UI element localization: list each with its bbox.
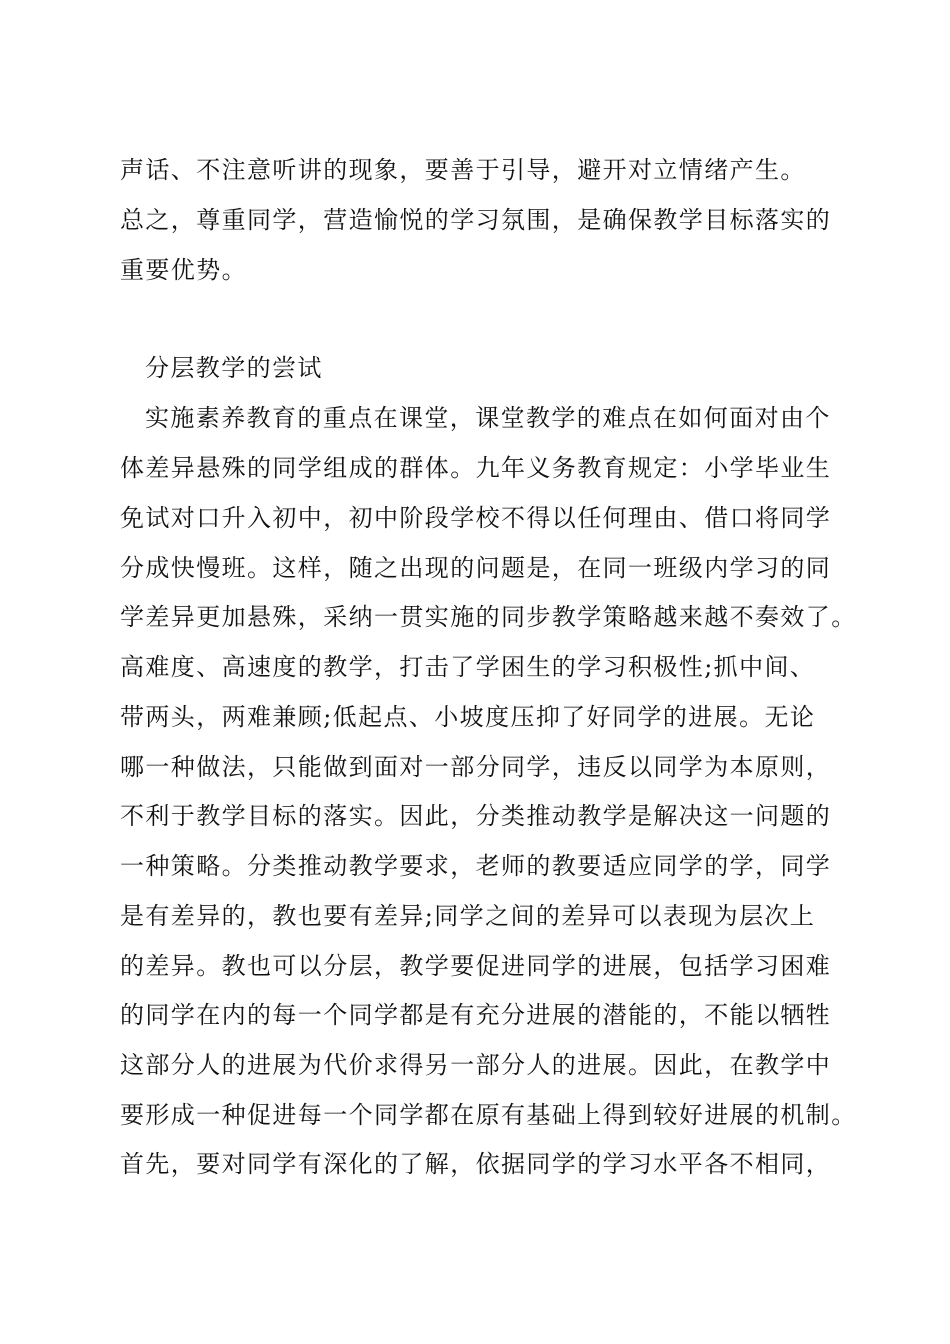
text-line: 免试对口升入初中，初中阶段学校不得以任何理由、借口将同学 <box>120 504 832 532</box>
text-line: 首先，要对同学有深化的了解，依据同学的学习水平各不相同， <box>120 1150 832 1178</box>
text-line: 带两头，两难兼顾;低起点、小坡度压抑了好同学的进展。无论 <box>120 703 816 731</box>
text-line: 的差异。教也可以分层，教学要促进同学的进展，包括学习困难 <box>120 952 832 980</box>
text-line: 体差异悬殊的同学组成的群体。九年义务教育规定：小学毕业生 <box>120 454 832 482</box>
text-line: 这部分人的进展为代价求得另一部分人的进展。因此，在教学中 <box>120 1051 832 1079</box>
section-heading: 分层教学的尝试 <box>145 354 323 382</box>
text-line: 学差异更加悬殊，采纳一贯实施的同步教学策略越来越不奏效了。 <box>120 603 857 631</box>
text-line: 高难度、高速度的教学，打击了学困生的学习积极性;抓中间、 <box>120 653 816 681</box>
text-line: 哪一种做法，只能做到面对一部分同学，违反以同学为本原则， <box>120 753 832 781</box>
text-line: 重要优势。 <box>120 256 247 284</box>
text-line: 实施素养教育的重点在课堂，课堂教学的难点在如何面对由个 <box>145 404 831 432</box>
text-line: 不利于教学目标的落实。因此，分类推动教学是解决这一问题的 <box>120 802 832 830</box>
text-line: 是有差异的，教也要有差异;同学之间的差异可以表现为层次上 <box>120 902 816 930</box>
text-line: 总之，尊重同学，营造愉悦的学习氛围，是确保教学目标落实的 <box>120 206 832 234</box>
text-line: 分成快慢班。这样，随之出现的问题是，在同一班级内学习的同 <box>120 554 832 582</box>
text-line: 的同学在内的每一个同学都是有充分进展的潜能的，不能以牺牲 <box>120 1001 832 1029</box>
text-line: 声话、不注意听讲的现象，要善于引导，避开对立情绪产生。 <box>120 156 806 184</box>
text-line: 一种策略。分类推动教学要求，老师的教要适应同学的学，同学 <box>120 852 832 880</box>
text-line: 要形成一种促进每一个同学都在原有基础上得到较好进展的机制。 <box>120 1101 857 1129</box>
